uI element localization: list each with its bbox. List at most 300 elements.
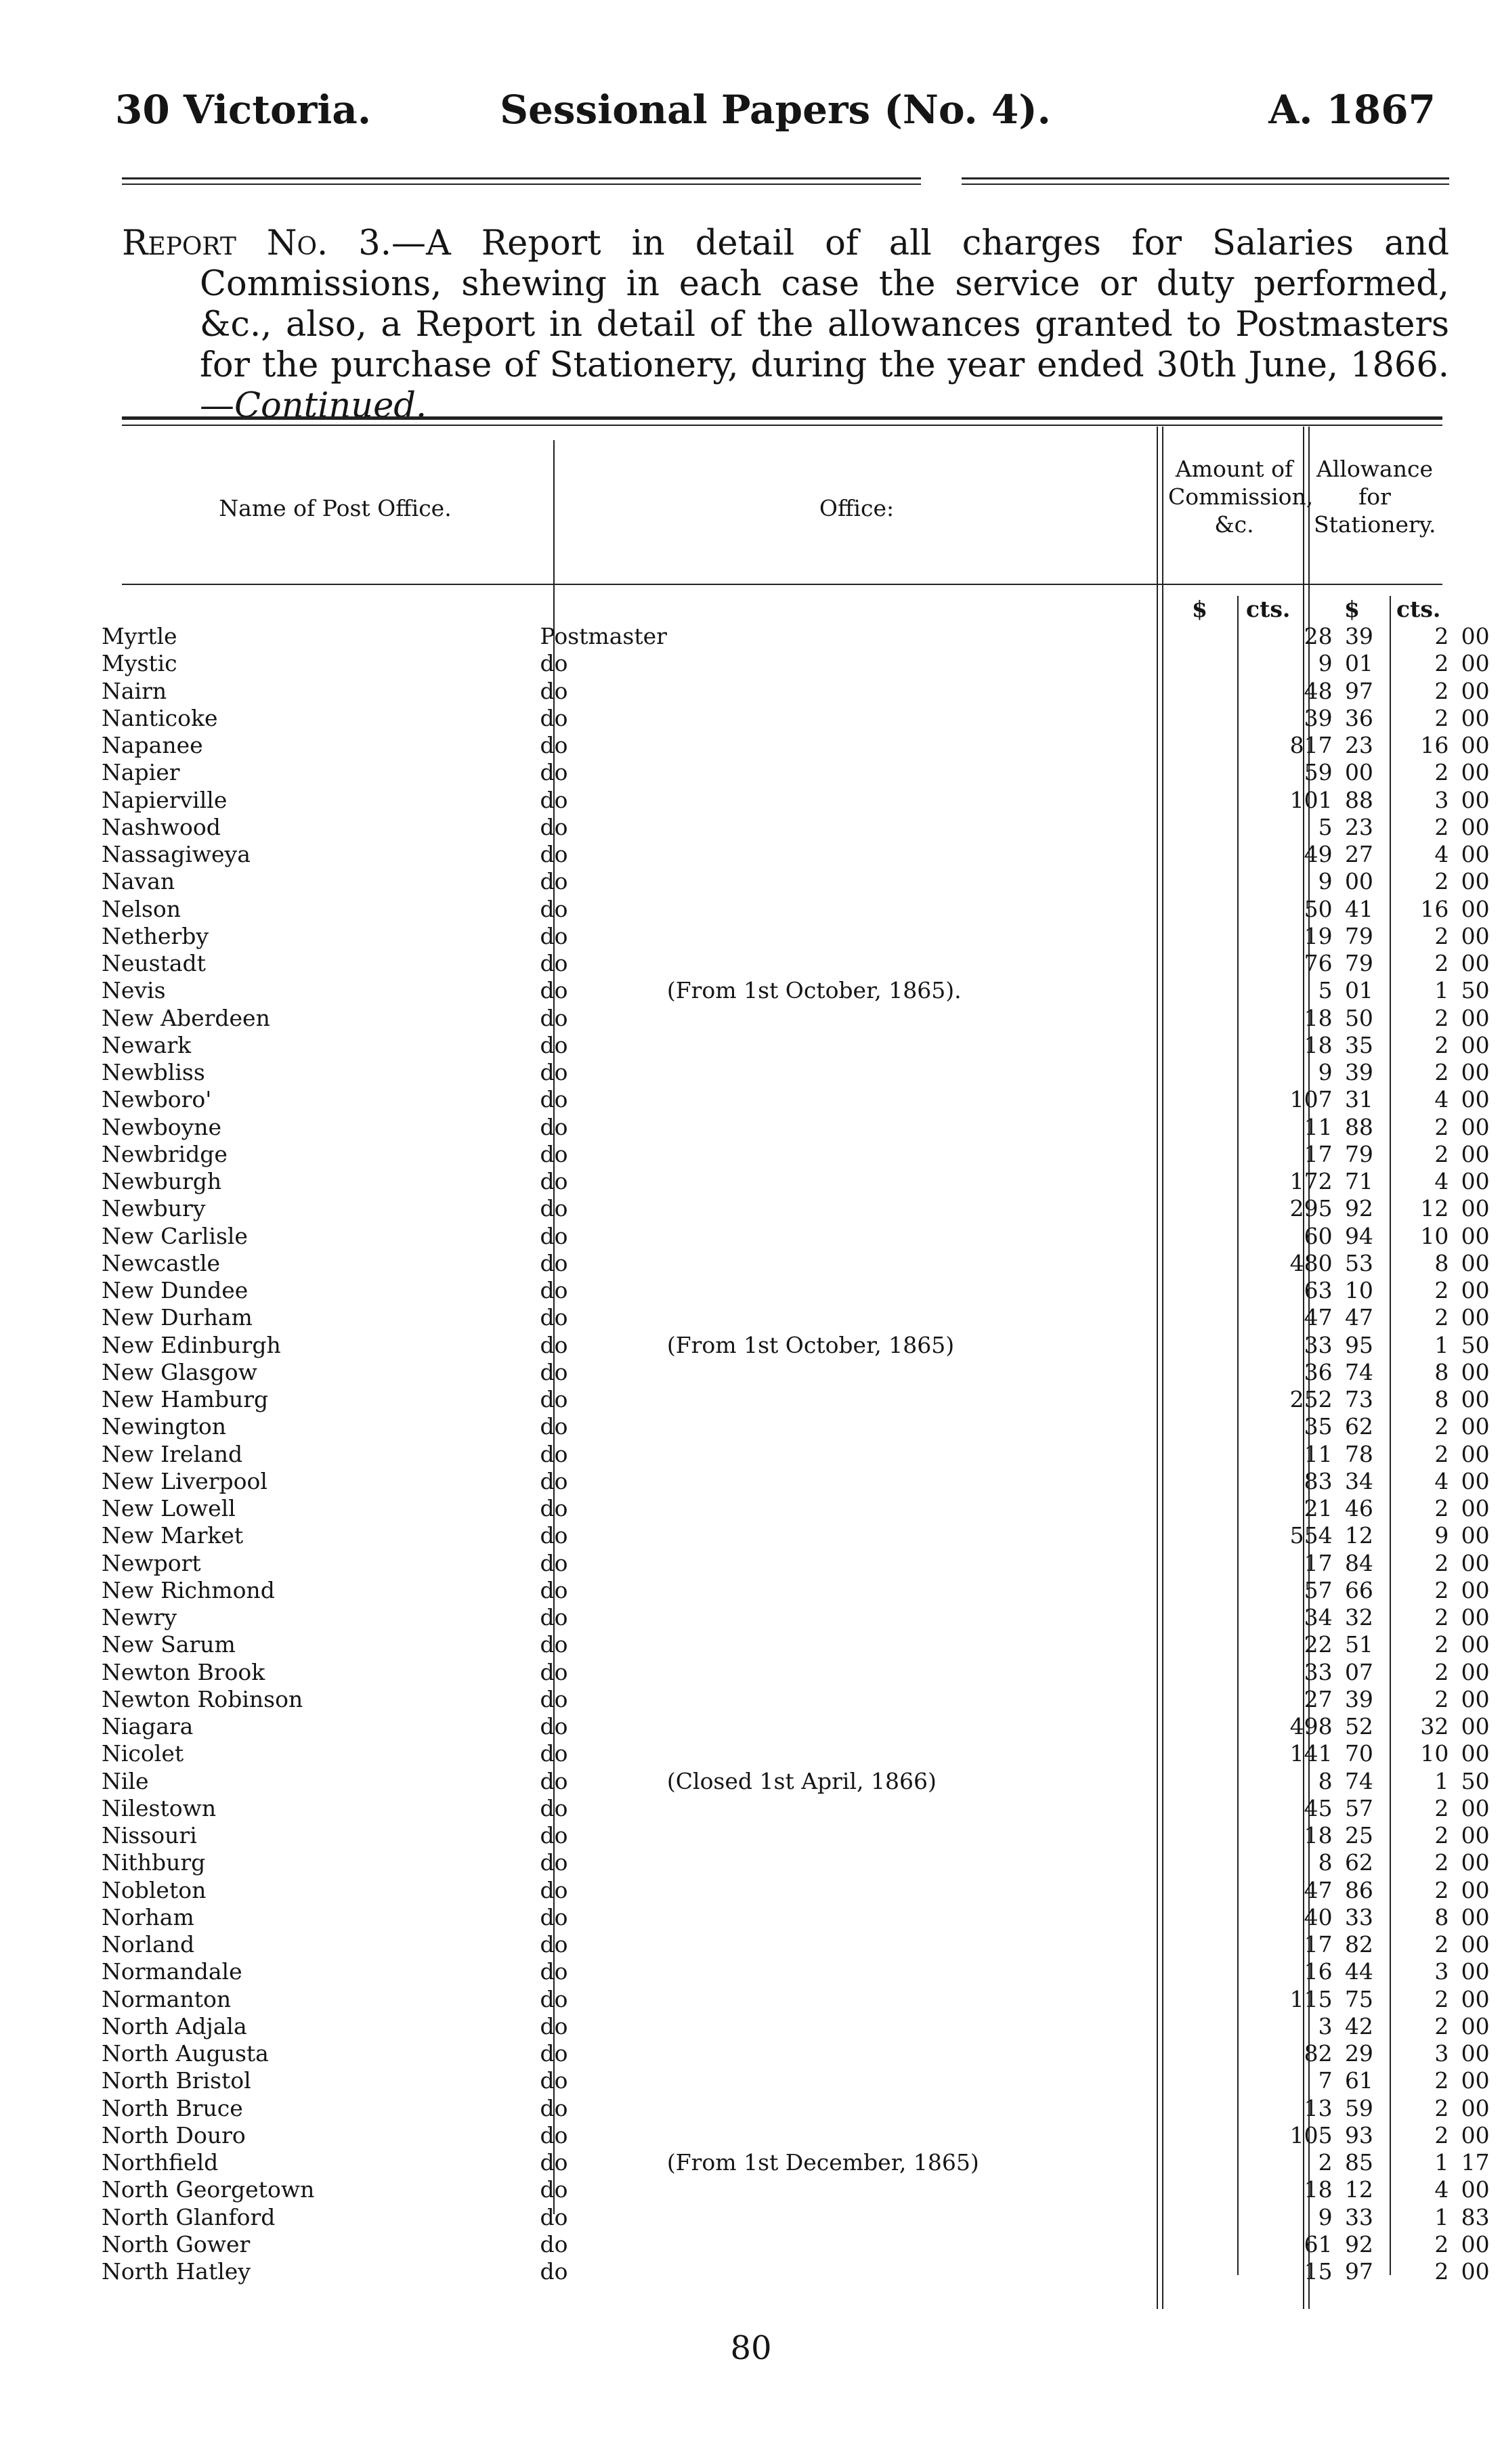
stationery-dollars: 2 bbox=[1434, 1277, 1449, 1304]
stationery-dollars: 1 bbox=[1434, 1767, 1449, 1794]
office-remark bbox=[667, 678, 1253, 705]
stationery-cents: 00 bbox=[1461, 1059, 1490, 1086]
stationery-dollars: 2 bbox=[1434, 1440, 1449, 1467]
stationery-cents: 00 bbox=[1461, 2176, 1490, 2203]
commission-dollars: 21 bbox=[1304, 1495, 1333, 1522]
commission-dollars: 27 bbox=[1304, 1685, 1333, 1712]
stationery-dollars: 8 bbox=[1434, 1386, 1449, 1413]
stationery-cents: 00 bbox=[1461, 677, 1490, 704]
table-row bbox=[102, 1195, 1502, 1222]
commission-cents: 70 bbox=[1344, 1740, 1373, 1767]
stationery-cents: 00 bbox=[1461, 2258, 1490, 2285]
office-title: do bbox=[540, 1631, 568, 1658]
office-title: Postmaster bbox=[540, 623, 667, 650]
stationery-cents: 00 bbox=[1461, 950, 1490, 977]
commission-cents: 33 bbox=[1344, 2203, 1373, 2230]
office-remark bbox=[667, 923, 1253, 950]
commission-cents: 93 bbox=[1344, 2121, 1373, 2148]
post-office-name: Newport bbox=[102, 1549, 201, 1576]
post-office-name: Normandale bbox=[102, 1958, 242, 1985]
commission-cents: 51 bbox=[1344, 1631, 1373, 1658]
commission-cents: 10 bbox=[1344, 1277, 1373, 1304]
stationery-cents: 00 bbox=[1461, 922, 1490, 949]
office-remark bbox=[667, 1386, 1253, 1413]
table-row bbox=[102, 923, 1502, 950]
commission-cents: 71 bbox=[1344, 1168, 1373, 1195]
commission-cents: 79 bbox=[1344, 922, 1373, 949]
commission-cents: 33 bbox=[1344, 1903, 1373, 1930]
commission-cents: 88 bbox=[1344, 786, 1373, 813]
office-remark bbox=[667, 759, 1253, 786]
stationery-dollars: 4 bbox=[1434, 1467, 1449, 1494]
table-row bbox=[102, 1250, 1502, 1277]
commission-cents: 74 bbox=[1344, 1767, 1373, 1794]
office-title: do bbox=[540, 1576, 568, 1603]
table-row bbox=[102, 1304, 1502, 1331]
table-row bbox=[102, 1277, 1502, 1304]
commission-cents: 85 bbox=[1344, 2149, 1373, 2176]
stationery-dollars: 8 bbox=[1434, 1358, 1449, 1385]
office-title: do bbox=[540, 1386, 568, 1413]
office-title: do bbox=[540, 1822, 568, 1849]
stationery-cents: 00 bbox=[1461, 1549, 1490, 1576]
stationery-cents: 50 bbox=[1461, 1767, 1490, 1794]
commission-cents: 79 bbox=[1344, 950, 1373, 977]
office-title: do bbox=[540, 950, 568, 977]
commission-cents: 39 bbox=[1344, 623, 1373, 650]
commission-dollars: 34 bbox=[1304, 1604, 1333, 1631]
stationery-cents: 00 bbox=[1461, 2012, 1490, 2039]
office-title: do bbox=[540, 1086, 568, 1113]
office-remark bbox=[667, 1877, 1253, 1904]
stationery-dollars: 10 bbox=[1420, 1222, 1449, 1249]
post-office-name: Myrtle bbox=[102, 623, 177, 650]
commission-cents: 23 bbox=[1344, 813, 1373, 840]
office-remark bbox=[667, 2067, 1253, 2094]
commission-dollars: 33 bbox=[1304, 1331, 1333, 1358]
office-remark bbox=[667, 1740, 1253, 1767]
office-title: do bbox=[540, 1522, 568, 1549]
commission-cents: 95 bbox=[1344, 1331, 1373, 1358]
post-office-name: New Glasgow bbox=[102, 1358, 257, 1385]
table-top-rule-thin bbox=[122, 425, 1442, 426]
office-title: do bbox=[540, 759, 568, 786]
stationery-dollars: 2 bbox=[1434, 868, 1449, 895]
commission-cents: 66 bbox=[1344, 1576, 1373, 1603]
stationery-dollars: 2 bbox=[1434, 2067, 1449, 2094]
stationery-dollars: 8 bbox=[1434, 1903, 1449, 1930]
office-remark bbox=[667, 2231, 1253, 2258]
stationery-cents: 00 bbox=[1461, 841, 1490, 868]
office-remark bbox=[667, 2095, 1253, 2122]
commission-cents: 50 bbox=[1344, 1004, 1373, 1031]
commission-cents: 31 bbox=[1344, 1086, 1373, 1113]
commission-dollars: 115 bbox=[1289, 1985, 1333, 2012]
commission-dollars: 40 bbox=[1304, 1903, 1333, 1930]
commission-cents: 82 bbox=[1344, 1931, 1373, 1958]
table-row bbox=[102, 1659, 1502, 1686]
commission-dollars: 82 bbox=[1304, 2040, 1333, 2067]
post-office-name: Neustadt bbox=[102, 950, 206, 977]
stationery-dollars: 16 bbox=[1420, 732, 1449, 759]
commission-dollars: 61 bbox=[1304, 2230, 1333, 2257]
office-title: do bbox=[540, 1658, 568, 1685]
office-title: do bbox=[540, 704, 568, 731]
post-office-name: Napanee bbox=[102, 732, 203, 759]
office-remark bbox=[667, 1495, 1253, 1522]
commission-dollars: 57 bbox=[1304, 1576, 1333, 1603]
commission-cents-unit: cts. bbox=[1246, 596, 1291, 622]
stationery-dollars: 1 bbox=[1434, 1331, 1449, 1358]
header-title: Sessional Papers (No. 4). bbox=[500, 87, 1051, 133]
stationery-cents: 00 bbox=[1461, 1931, 1490, 1958]
stationery-dollars: 9 bbox=[1434, 1522, 1449, 1549]
stationery-cents: 00 bbox=[1461, 1222, 1490, 1249]
commission-dollars: 16 bbox=[1304, 1958, 1333, 1985]
table-row bbox=[102, 977, 1502, 1004]
post-office-name: New Liverpool bbox=[102, 1467, 267, 1494]
commission-cents: 00 bbox=[1344, 868, 1373, 895]
stationery-cents: 00 bbox=[1461, 1658, 1490, 1685]
column-header-commission: Amount of Commission, &c. bbox=[1168, 456, 1314, 538]
office-remark bbox=[667, 1413, 1253, 1440]
stationery-cents: 00 bbox=[1461, 1467, 1490, 1494]
commission-dollars: 48 bbox=[1304, 677, 1333, 704]
table-row bbox=[102, 814, 1502, 841]
stationery-dollars: 3 bbox=[1434, 2040, 1449, 2067]
post-office-name: New Durham bbox=[102, 1304, 253, 1331]
stationery-dollars: 2 bbox=[1434, 1604, 1449, 1631]
stationery-cents: 00 bbox=[1461, 1604, 1490, 1631]
post-office-name: Navan bbox=[102, 868, 175, 895]
office-title: do bbox=[540, 1113, 568, 1140]
office-title: do bbox=[540, 2121, 568, 2148]
post-office-name: Newington bbox=[102, 1413, 226, 1440]
commission-dollars: 9 bbox=[1318, 1059, 1333, 1086]
stationery-dollars: 2 bbox=[1434, 623, 1449, 650]
commission-dollars: 49 bbox=[1304, 841, 1333, 868]
commission-cents: 62 bbox=[1344, 1413, 1373, 1440]
stationery-cents-unit: cts. bbox=[1396, 596, 1441, 622]
table-row bbox=[102, 732, 1502, 759]
stationery-dollars: 2 bbox=[1434, 1413, 1449, 1440]
header-rule-left bbox=[122, 177, 921, 185]
office-title: do bbox=[540, 1794, 568, 1821]
commission-dollars: 5 bbox=[1318, 813, 1333, 840]
stationery-dollars: 16 bbox=[1420, 895, 1449, 922]
table-row bbox=[102, 1441, 1502, 1468]
post-office-table bbox=[102, 623, 1502, 2285]
office-remark bbox=[667, 2122, 1253, 2149]
post-office-name: New Aberdeen bbox=[102, 1004, 270, 1031]
commission-cents: 92 bbox=[1344, 1195, 1373, 1222]
commission-dollars: 47 bbox=[1304, 1304, 1333, 1331]
stationery-dollars: 2 bbox=[1434, 2230, 1449, 2257]
stationery-dollars: 2 bbox=[1434, 1685, 1449, 1712]
commission-cents: 07 bbox=[1344, 1658, 1373, 1685]
office-remark bbox=[667, 1277, 1253, 1304]
table-row bbox=[102, 1359, 1502, 1386]
office-title: do bbox=[540, 732, 568, 759]
table-row bbox=[102, 2013, 1502, 2040]
table-row bbox=[102, 1740, 1502, 1767]
commission-cents: 39 bbox=[1344, 1059, 1373, 1086]
office-remark bbox=[667, 1795, 1253, 1822]
commission-dollars: 2 bbox=[1318, 2149, 1333, 2176]
commission-dollars: 480 bbox=[1289, 1249, 1333, 1276]
commission-cents: 61 bbox=[1344, 2067, 1373, 2094]
office-title: do bbox=[540, 1413, 568, 1440]
commission-cents: 59 bbox=[1344, 2094, 1373, 2121]
stationery-dollars: 2 bbox=[1434, 1849, 1449, 1876]
commission-cents: 36 bbox=[1344, 704, 1373, 731]
stationery-cents: 00 bbox=[1461, 1113, 1490, 1140]
commission-cents: 47 bbox=[1344, 1304, 1373, 1331]
table-row bbox=[102, 1223, 1502, 1250]
report-title bbox=[122, 223, 1449, 427]
stationery-cents: 00 bbox=[1461, 1004, 1490, 1031]
office-title: do bbox=[540, 1249, 568, 1276]
office-remark bbox=[667, 705, 1253, 732]
column-header-stationery: Allowance for Stationery. bbox=[1314, 456, 1436, 538]
office-remark bbox=[667, 1958, 1253, 1985]
office-title: do bbox=[540, 977, 568, 1004]
table-row bbox=[102, 950, 1502, 977]
commission-dollars: 141 bbox=[1289, 1740, 1333, 1767]
table-row bbox=[102, 2149, 1502, 2176]
table-row bbox=[102, 1686, 1502, 1713]
report-title-paragraph bbox=[122, 223, 1449, 427]
office-remark bbox=[667, 1822, 1253, 1849]
commission-dollars: 7 bbox=[1318, 2067, 1333, 2094]
office-remark bbox=[667, 1359, 1253, 1386]
office-remark bbox=[667, 814, 1253, 841]
office-title: do bbox=[540, 1903, 568, 1930]
office-remark bbox=[667, 841, 1253, 868]
table-row bbox=[102, 1032, 1502, 1059]
commission-dollars: 252 bbox=[1289, 1386, 1333, 1413]
office-remark bbox=[667, 1631, 1253, 1658]
commission-dollars: 817 bbox=[1289, 732, 1333, 759]
stationery-dollars: 2 bbox=[1434, 2258, 1449, 2285]
office-title: do bbox=[540, 650, 568, 677]
commission-dollars: 11 bbox=[1304, 1440, 1333, 1467]
stationery-dollars: 2 bbox=[1434, 1113, 1449, 1140]
stationery-cents: 00 bbox=[1461, 1522, 1490, 1549]
commission-dollars: 39 bbox=[1304, 704, 1333, 731]
office-remark bbox=[667, 1005, 1253, 1032]
commission-dollars: 35 bbox=[1304, 1413, 1333, 1440]
office-title: do bbox=[540, 1767, 568, 1794]
stationery-dollars: 2 bbox=[1434, 1140, 1449, 1167]
stationery-dollars: 2 bbox=[1434, 1658, 1449, 1685]
stationery-cents: 00 bbox=[1461, 895, 1490, 922]
office-remark bbox=[667, 896, 1253, 923]
commission-cents: 25 bbox=[1344, 1822, 1373, 1849]
commission-cents: 97 bbox=[1344, 677, 1373, 704]
commission-cents: 35 bbox=[1344, 1031, 1373, 1058]
post-office-name: Newry bbox=[102, 1604, 177, 1631]
stationery-dollars: 32 bbox=[1420, 1713, 1449, 1740]
post-office-name: New Sarum bbox=[102, 1631, 236, 1658]
commission-dollars: 9 bbox=[1318, 2203, 1333, 2230]
table-row bbox=[102, 1768, 1502, 1795]
post-office-name: Napierville bbox=[102, 786, 228, 813]
office-title: do bbox=[540, 1304, 568, 1331]
table-row bbox=[102, 1713, 1502, 1740]
stationery-cents: 00 bbox=[1461, 1304, 1490, 1331]
stationery-cents: 00 bbox=[1461, 623, 1490, 650]
office-title: do bbox=[540, 2094, 568, 2121]
office-remark bbox=[667, 1114, 1253, 1141]
stationery-cents: 00 bbox=[1461, 1277, 1490, 1304]
stationery-cents: 00 bbox=[1461, 813, 1490, 840]
commission-cents: 32 bbox=[1344, 1604, 1373, 1631]
office-remark bbox=[667, 1441, 1253, 1468]
stationery-dollars: 1 bbox=[1434, 2203, 1449, 2230]
table-row bbox=[102, 841, 1502, 868]
stationery-cents: 00 bbox=[1461, 1713, 1490, 1740]
commission-cents: 42 bbox=[1344, 2012, 1373, 2039]
office-remark bbox=[667, 1250, 1253, 1277]
office-title: do bbox=[540, 1849, 568, 1876]
commission-cents: 94 bbox=[1344, 1222, 1373, 1249]
stationery-dollars: 3 bbox=[1434, 1958, 1449, 1985]
commission-dollars: 172 bbox=[1289, 1168, 1333, 1195]
table-top-rule bbox=[122, 416, 1442, 420]
stationery-dollars: 2 bbox=[1434, 1031, 1449, 1058]
office-remark bbox=[667, 2040, 1253, 2067]
post-office-name: Newton Robinson bbox=[102, 1685, 303, 1712]
stationery-cents: 00 bbox=[1461, 1386, 1490, 1413]
office-title: do bbox=[540, 922, 568, 949]
stationery-cents: 00 bbox=[1461, 2094, 1490, 2121]
stationery-cents: 00 bbox=[1461, 1440, 1490, 1467]
office-title: do bbox=[540, 841, 568, 868]
post-office-name: Nile bbox=[102, 1767, 149, 1794]
table-row bbox=[102, 1631, 1502, 1658]
office-remark bbox=[667, 1032, 1253, 1059]
table-row bbox=[102, 1550, 1502, 1577]
office-title: do bbox=[540, 2040, 568, 2067]
report-description: —A Report in detail of all charges for Salaries and Commissions, shewing in each case the service or duty performed, &c., also, a Report in detail of the allowances granted to Postmasters for the purchase of Stationery, during the year ended 30th June, 1866.— bbox=[200, 223, 1449, 426]
commission-dollar-unit: $ bbox=[1192, 596, 1207, 622]
stationery-cents: 00 bbox=[1461, 1358, 1490, 1385]
commission-dollars: 28 bbox=[1304, 623, 1333, 650]
commission-dollars: 33 bbox=[1304, 1658, 1333, 1685]
office-title: do bbox=[540, 2230, 568, 2257]
table-row bbox=[102, 1086, 1502, 1113]
running-header bbox=[115, 87, 1436, 134]
office-remark bbox=[667, 1141, 1253, 1168]
stationery-dollar-unit: $ bbox=[1344, 596, 1360, 622]
post-office-name: New Richmond bbox=[102, 1576, 275, 1603]
post-office-name: Nissouri bbox=[102, 1822, 197, 1849]
post-office-name: Newburgh bbox=[102, 1168, 222, 1195]
commission-dollars: 22 bbox=[1304, 1631, 1333, 1658]
commission-cents: 12 bbox=[1344, 1522, 1373, 1549]
post-office-name: Nashwood bbox=[102, 813, 221, 840]
table-row bbox=[102, 1005, 1502, 1032]
post-office-name: Northfield bbox=[102, 2149, 219, 2176]
office-remark bbox=[667, 1522, 1253, 1549]
commission-dollars: 19 bbox=[1304, 922, 1333, 949]
table-row bbox=[102, 1495, 1502, 1522]
office-title: do bbox=[540, 1195, 568, 1222]
table-row bbox=[102, 2095, 1502, 2122]
post-office-name: Nithburg bbox=[102, 1849, 206, 1876]
post-office-name: Nanticoke bbox=[102, 704, 218, 731]
stationery-cents: 00 bbox=[1461, 1903, 1490, 1930]
stationery-cents: 00 bbox=[1461, 1740, 1490, 1767]
table-row bbox=[102, 1468, 1502, 1495]
stationery-cents: 00 bbox=[1461, 1849, 1490, 1876]
commission-dollars: 105 bbox=[1289, 2121, 1333, 2148]
post-office-name: Nevis bbox=[102, 977, 166, 1004]
commission-cents: 62 bbox=[1344, 1849, 1373, 1876]
commission-dollars: 15 bbox=[1304, 2258, 1333, 2285]
post-office-name: North Glanford bbox=[102, 2203, 276, 2230]
stationery-cents: 50 bbox=[1461, 977, 1490, 1004]
office-remark bbox=[667, 2204, 1253, 2231]
post-office-name: Newbridge bbox=[102, 1140, 228, 1167]
office-title: do bbox=[540, 1059, 568, 1086]
office-title: do bbox=[540, 2149, 568, 2176]
office-title: do bbox=[540, 1495, 568, 1522]
table-row bbox=[102, 2231, 1502, 2258]
stationery-dollars: 2 bbox=[1434, 1549, 1449, 1576]
post-office-name: North Bruce bbox=[102, 2094, 243, 2121]
post-office-name: Newbury bbox=[102, 1195, 206, 1222]
stationery-dollars: 2 bbox=[1434, 922, 1449, 949]
office-remark bbox=[667, 1604, 1253, 1631]
stationery-cents: 00 bbox=[1461, 786, 1490, 813]
commission-cents: 84 bbox=[1344, 1549, 1373, 1576]
post-office-name: Nassagiweya bbox=[102, 841, 251, 868]
office-remark bbox=[667, 1468, 1253, 1495]
commission-cents: 74 bbox=[1344, 1358, 1373, 1385]
stationery-cents: 00 bbox=[1461, 1985, 1490, 2012]
post-office-name: Newton Brook bbox=[102, 1658, 265, 1685]
commission-cents: 97 bbox=[1344, 2258, 1373, 2285]
commission-cents: 79 bbox=[1344, 1140, 1373, 1167]
office-remark bbox=[667, 650, 1253, 677]
stationery-dollars: 2 bbox=[1434, 704, 1449, 731]
office-remark bbox=[667, 1659, 1253, 1686]
post-office-name: North Hatley bbox=[102, 2258, 251, 2285]
office-remark bbox=[667, 1849, 1253, 1876]
office-remark bbox=[667, 2176, 1253, 2203]
header-rule-right bbox=[962, 177, 1449, 185]
office-title: do bbox=[540, 868, 568, 895]
office-title: do bbox=[540, 1331, 568, 1358]
office-title: do bbox=[540, 813, 568, 840]
office-remark bbox=[667, 2258, 1253, 2285]
commission-dollars: 3 bbox=[1318, 2012, 1333, 2039]
post-office-name: New Dundee bbox=[102, 1277, 249, 1304]
stationery-cents: 00 bbox=[1461, 1031, 1490, 1058]
office-remark bbox=[667, 1086, 1253, 1113]
stationery-cents: 00 bbox=[1461, 868, 1490, 895]
office-remark: (From 1st December, 1865) bbox=[666, 2149, 979, 2176]
stationery-dollars: 2 bbox=[1434, 2094, 1449, 2121]
stationery-dollars: 2 bbox=[1434, 759, 1449, 786]
stationery-cents: 00 bbox=[1461, 1195, 1490, 1222]
table-row bbox=[102, 1849, 1502, 1876]
post-office-name: Nicolet bbox=[102, 1740, 184, 1767]
office-title: do bbox=[540, 895, 568, 922]
table-row bbox=[102, 2204, 1502, 2231]
